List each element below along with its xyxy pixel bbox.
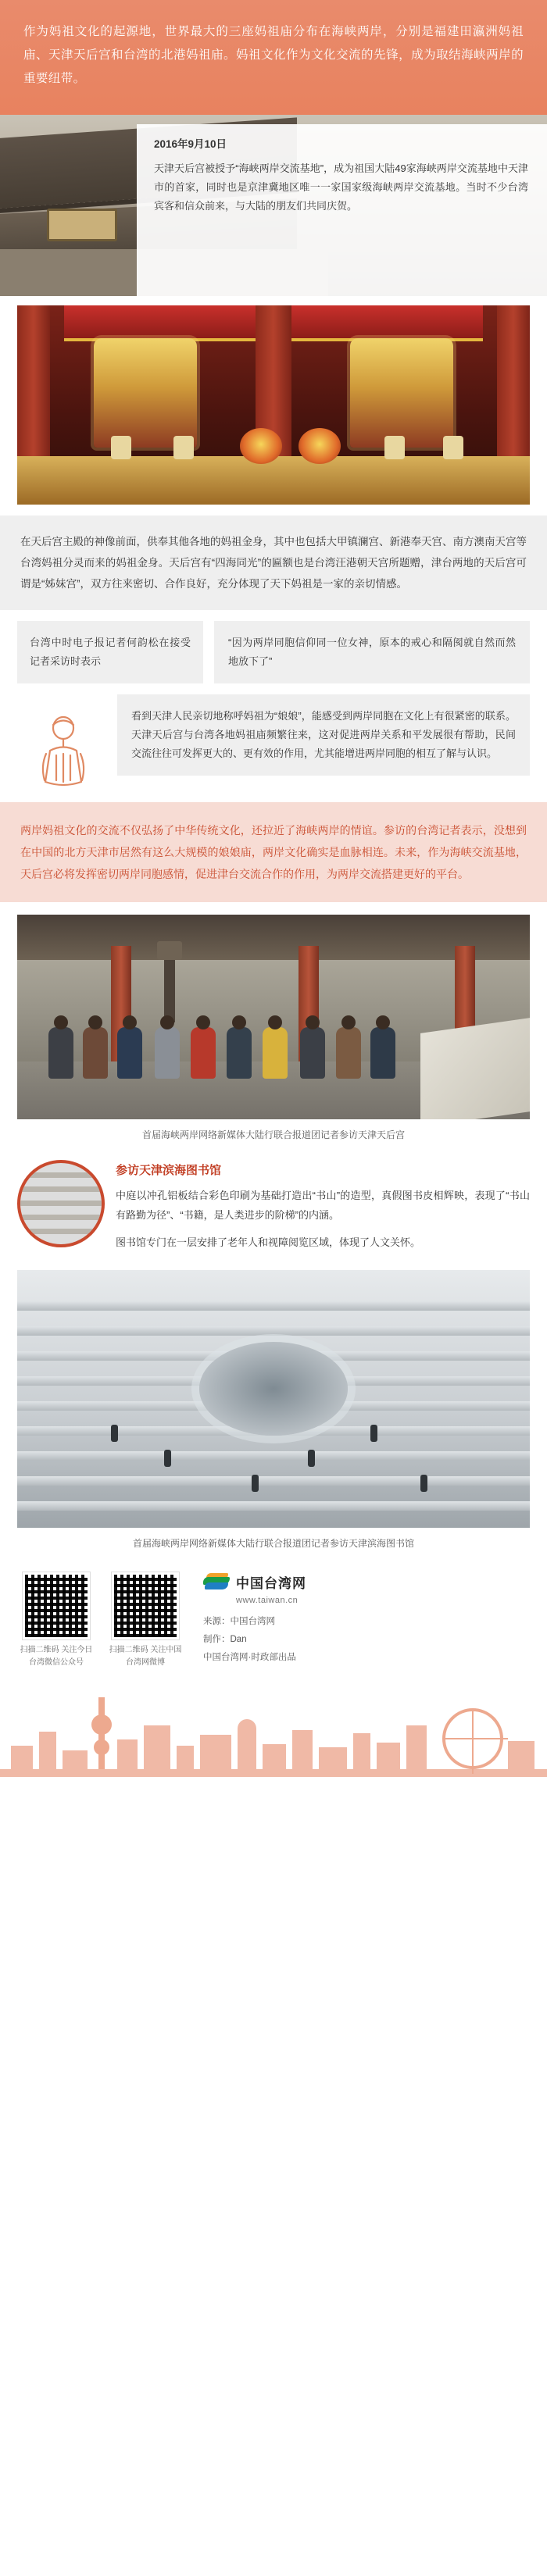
skyline-building (200, 1735, 231, 1777)
library-section (17, 1160, 530, 1259)
brand-block (197, 1572, 528, 1667)
offering-item (111, 436, 131, 459)
brand-url[interactable]: www.taiwan.cn (236, 1595, 299, 1605)
crowd-person (155, 1027, 180, 1079)
library-visitor (111, 1425, 118, 1442)
photo-caption-temple: 首届海峡两岸网络新媒体大陆行联合报道团记者参访天津天后宫 (141, 1129, 405, 1140)
qr-left-caption: 扫描二维码 关注今日台湾微信公众号 (20, 1645, 93, 1667)
crowd-photo (17, 915, 530, 1119)
quote-row-reporter (17, 621, 530, 683)
skyline-building (292, 1730, 313, 1777)
skyline-building (263, 1744, 286, 1777)
crowd-person (227, 1027, 252, 1079)
offering-flower (299, 428, 341, 464)
library-photo (17, 1270, 530, 1528)
offering-item (173, 436, 194, 459)
library-visitor (164, 1450, 171, 1467)
brand-name: 中国台湾网 (236, 1576, 306, 1592)
library-paragraph-1: 中庭以冲孔铝板结合彩色印刷为基础打造出“书山”的造型，真假图书皮相辉映，表现了“书山有路勤为径”、“书籍，是人类进步的阶梯”的内涵。 (116, 1190, 530, 1222)
crowd-person (370, 1027, 395, 1079)
skyline-building (406, 1725, 427, 1777)
crowd-person (263, 1027, 288, 1079)
library-text (116, 1160, 530, 1259)
date-card-text: 天津天后宫被授予“海峡两岸交流基地”，成为祖国大陆49家海峡两岸交流基地中天津市的首家，同时也是京津冀地区唯一一家国家级海峡两岸交流基地。当时不少台湾宾客和信众前来，与大陆的朋友们共同庆贺。 (154, 162, 528, 212)
crowd-person (83, 1027, 108, 1079)
skyline-building (177, 1746, 194, 1777)
temple-section (0, 115, 547, 296)
library-eye-atrium (199, 1342, 348, 1436)
producer-line: 制作：Dan (203, 1634, 247, 1644)
date-label: 2016年9月10日 (154, 137, 227, 150)
skyline-building (238, 1719, 256, 1777)
qr-code-weibo-icon[interactable] (112, 1572, 179, 1639)
brand-row (203, 1572, 528, 1593)
skyline-decoration (0, 1683, 547, 1777)
qr-right-caption: 扫描二维码 关注中国台湾网微博 (109, 1645, 182, 1667)
footer-area (19, 1572, 528, 1669)
skyline-building (11, 1746, 33, 1777)
statues-photo (17, 305, 530, 505)
skyline-building (377, 1743, 400, 1777)
library-visitor (420, 1475, 427, 1492)
mazu-statue-right (350, 338, 453, 448)
crowd-person (191, 1027, 216, 1079)
intro-paragraph: 作为妈祖文化的起源地，世界最大的三座妈祖庙分布在海峡两岸，分别是福建田瀛洲妈祖庙、天津天后宫和台湾的北港妈祖庙。妈祖文化作为文化交流的先锋，成为取结海峡两岸的重要纽带。 (0, 0, 547, 115)
source-line: 来源：中国台湾网 (203, 1616, 275, 1626)
ferris-wheel-icon (442, 1708, 503, 1769)
mazu-quote-text: 看到天津人民亲切地称呼妈祖为“娘娘”，能感受到两岸同胞在文化上有很紧密的联系。天津天后宫与台湾各地妈祖庙频繁往来，这对促进两岸关系和平发展很有帮助，民间交流往往可发挥更大的、更有效的作用，尤其能增进两岸同胞的相互了解与认识。 (117, 694, 530, 776)
library-paragraph-2: 图书馆专门在一层安排了老年人和视障阅览区域，体现了人文关怀。 (116, 1236, 421, 1248)
offering-table (17, 456, 530, 505)
crowd-stone-rail (420, 1018, 530, 1119)
crowd-roof (17, 915, 530, 960)
offering-item (443, 436, 463, 459)
offering-flower (240, 428, 282, 464)
skyline-building (117, 1739, 138, 1777)
skyline-building (63, 1750, 88, 1777)
skyline-building (508, 1741, 534, 1777)
library-title: 参访天津滨海图书馆 (116, 1164, 222, 1178)
mazu-statue-left (94, 338, 197, 448)
offering-item (384, 436, 405, 459)
quote-row-mazu (17, 694, 530, 790)
qr-right[interactable] (108, 1572, 183, 1669)
skyline-building (39, 1732, 56, 1777)
reporter-quote: “因为两岸同胞信仰同一位女神，原本的戒心和隔阂就自然而然地放下了” (214, 621, 530, 683)
crowd-lamp (164, 955, 175, 1022)
qr-left[interactable] (19, 1572, 94, 1669)
crowd-person (300, 1027, 325, 1079)
statues-description: 在天后宫主殿的神像前面，供奉其他各地的妈祖金身，其中也包括大甲镇澜宫、新港奉天宫、南方澳南天宫等台湾妈祖分灵而来的妈祖金身。天后宫有“四海同光”的匾额也是台湾汪港朝天宫所题赠，津台两地的天后宫可谓是“姊妹宫”，双方往来密切、合作良好，充分体现了天下妈祖是一家的亲切情感。 (0, 516, 547, 610)
publisher-line: 中国台湾网·时政部出品 (203, 1652, 296, 1662)
mazu-figure-icon (17, 694, 109, 790)
taiwan-net-logo-icon (203, 1572, 230, 1593)
conclusion-highlight: 两岸妈祖文化的交流不仅弘扬了中华传统文化，还拉近了海峡两岸的情谊。参访的台湾记者表示，没想到在中国的北方天津市居然有这么大规模的娘娘庙，两岸文化确实是血脉相连。未来，作为海峡交流基地，天后宫必将发挥密切两岸同胞感情，促进津台交流合作的作用，为两岸交流搭建更好的平台。 (0, 802, 547, 902)
library-visitor (252, 1475, 259, 1492)
crowd-person (48, 1027, 73, 1079)
skyline-building (319, 1747, 347, 1777)
library-thumbnail (17, 1160, 105, 1247)
library-visitor (308, 1450, 315, 1467)
crowd-person (117, 1027, 142, 1079)
crowd-person (336, 1027, 361, 1079)
qr-code-wechat-icon[interactable] (23, 1572, 90, 1639)
date-card (137, 124, 547, 296)
skyline-building (353, 1733, 370, 1777)
skyline-building (144, 1725, 170, 1777)
photo-plaque (47, 209, 117, 241)
photo-caption-library: 首届海峡两岸网络新媒体大陆行联合报道团记者参访天津滨海图书馆 (132, 1538, 414, 1550)
library-visitor (370, 1425, 377, 1442)
reporter-attribution: 台湾中时电子报记者何韵松在接受记者采访时表示 (17, 621, 203, 683)
tianjin-radio-tower (98, 1697, 105, 1769)
